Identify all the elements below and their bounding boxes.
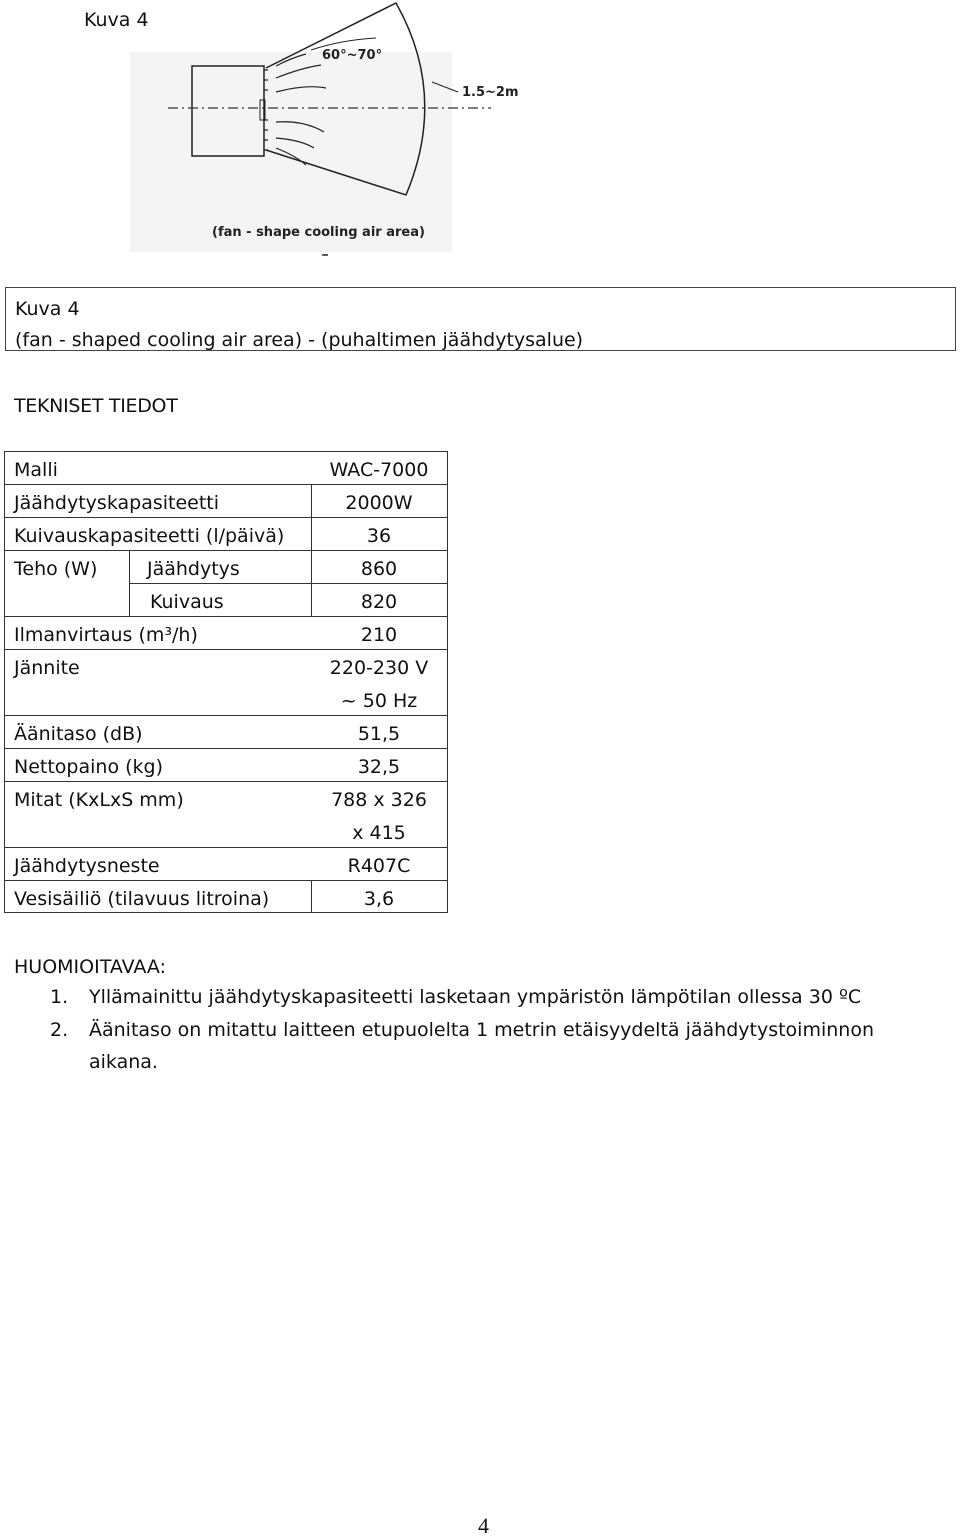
power-drying-value: 820 [360,591,398,613]
cooling-capacity-label: Jäähdytyskapasiteetti [14,492,220,514]
table-rule [4,748,448,749]
figure-caption-top: Kuva 4 [84,9,149,31]
dimensions-value-line2: x 415 [352,822,406,844]
notes-heading: HUOMIOITAVAA: [14,956,166,978]
figure-caption-box [5,287,956,351]
table-rule [4,550,448,551]
noise-value: 51,5 [357,723,401,745]
power-cooling-value: 860 [360,558,398,580]
note2-continuation: aikana. [89,1051,158,1073]
net-weight-label: Nettopaino (kg) [14,756,164,778]
airflow-diagram-svg [126,0,536,262]
note1-number: 1. [50,986,69,1008]
power-cooling-label: Jäähdytys [147,558,240,580]
section-heading: TEKNISET TIEDOT [14,395,178,417]
distance-label: 1.5~2m [462,85,519,100]
dimensions-value-line1: 788 x 326 [331,789,427,811]
net-weight-value: 32,5 [357,756,401,778]
table-rule [4,484,448,485]
voltage-value-line2: ~ 50 Hz [340,690,418,712]
table-border-top [4,451,448,452]
table-subcolumn-divider [129,550,130,616]
drying-capacity-label: Kuivauskapasiteetti (l/päivä) [14,525,285,547]
voltage-value-line1: 220-230 V [329,657,429,679]
page-number: 4 [478,1513,489,1538]
table-border-bottom [4,912,448,913]
table-rule [4,715,448,716]
airflow-label: Ilmanvirtaus (m³/h) [14,624,198,646]
note2-number: 2. [50,1019,69,1041]
table-rule [4,880,448,881]
table-rule [4,781,448,782]
model-value: WAC-7000 [329,459,429,481]
note2-text: Äänitaso on mitattu laitteen etupuolelta 1 metrin etäisyydeltä jäähdytystoiminnon [89,1019,874,1041]
table-rule [4,517,448,518]
spec-table [4,451,448,913]
refrigerant-label: Jäähdytysneste [14,855,160,877]
diagram-background [130,52,452,252]
power-drying-label: Kuivaus [150,591,224,613]
tank-value: 3,6 [363,888,395,910]
table-rule [4,847,448,848]
drying-capacity-value: 36 [366,525,392,547]
caption-box-line1: Kuva 4 [15,298,80,320]
power-label: Teho (W) [14,558,98,580]
refrigerant-value: R407C [347,855,411,877]
table-rule [4,616,448,617]
voltage-label: Jännite [14,657,80,679]
tank-label: Vesisäiliö (tilavuus litroina) [14,888,270,910]
model-label: Malli [14,459,58,481]
area-label: (fan - shape cooling air area) [212,225,425,240]
airflow-value: 210 [360,624,398,646]
table-rule [4,649,448,650]
table-border-left [4,451,5,913]
noise-label: Äänitaso (dB) [14,723,143,745]
note1-text: Yllämainittu jäähdytyskapasiteetti lasketaan ympäristön lämpötilan ollessa 30 ºC [89,986,862,1008]
fan-airflow-diagram [126,0,536,262]
caption-box-line2: (fan - shaped cooling air area) - (puhaltimen jäähdytysalue) [15,329,584,351]
dimensions-label: Mitat (KxLxS mm) [14,789,184,811]
cooling-capacity-value: 2000W [345,492,413,514]
angle-label: 60°~70° [322,48,383,63]
table-rule [129,583,448,584]
table-border-right [447,451,448,913]
